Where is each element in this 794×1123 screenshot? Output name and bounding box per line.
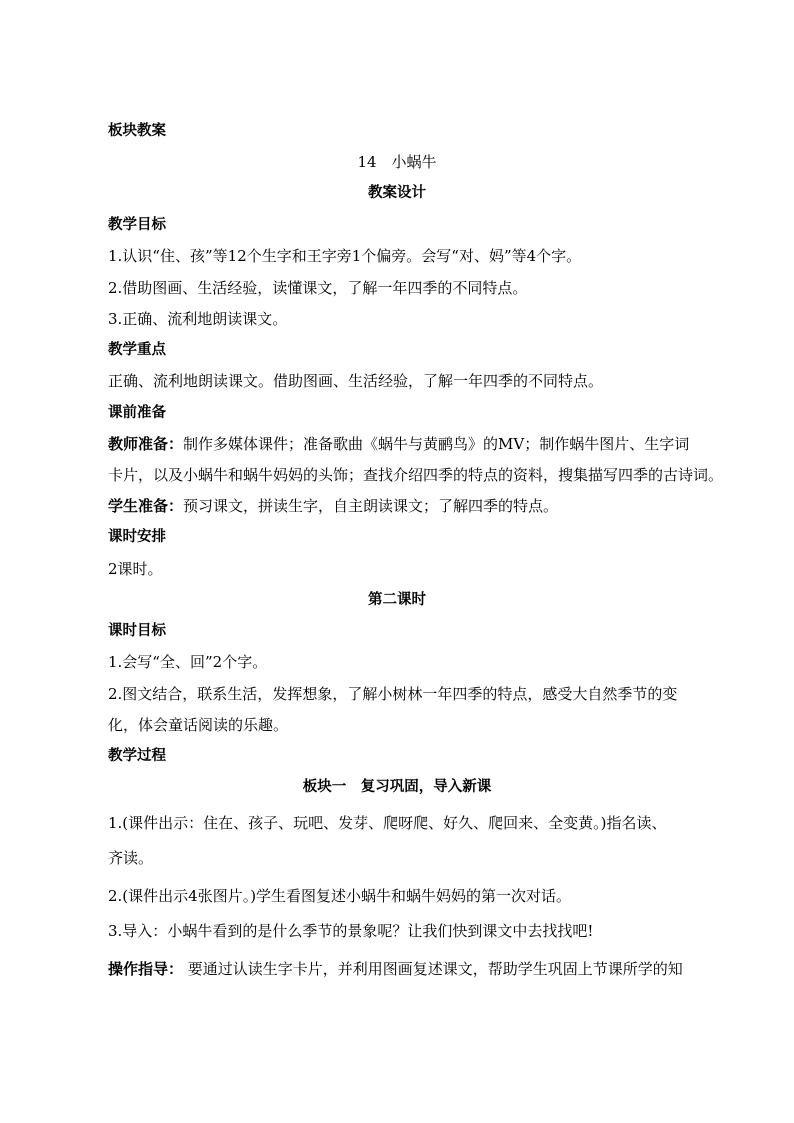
period-goal-2: 2.图文结合，联系生活，发挥想象，了解小树林一年四季的特点，感受大自然季节的变 [108,685,678,703]
period-goal-2-cont: 化，体会童话阅读的乐趣。 [108,716,289,734]
preparation-heading: 课前准备 [108,405,166,421]
operation-guide-text: 要通过认读生字卡片，并利用图画复述课文，帮助学生巩固上节课所学的知 [183,960,683,978]
teacher-prep-text: 制作多媒体课件；准备歌曲《蜗牛与黄鹂鸟》的MV；制作蜗牛图片、生字词 [183,435,690,453]
key-points-heading: 教学重点 [108,342,166,358]
goal-item: 3.正确、流利地朗读课文。 [108,310,288,328]
second-period-title: 第二课时 [368,592,426,608]
period-goal-1: 1.会写“全、回”2个字。 [108,653,268,671]
teacher-prep-label: 教师准备： [108,435,184,453]
teacher-prep [108,434,718,454]
key-points-text: 正确、流利地朗读课文。借助图画、生活经验，了解一年四季的不同特点。 [108,372,604,390]
period-goals-heading: 课时目标 [108,623,166,639]
block-title: 板块一 复习巩固，导入新课 [302,779,492,795]
student-prep-text: 预习课文，拼读生字，自主朗读课文；了解四季的特点。 [183,497,559,515]
operation-guide [108,959,718,979]
student-prep [108,496,718,516]
design-title: 教案设计 [368,185,426,201]
header-label: 板块教案 [108,123,166,139]
process-heading: 教学过程 [108,748,166,764]
goal-item: 2.借助图画、生活经验，读懂课文，了解一年四季的不同特点。 [108,279,528,297]
operation-guide-label: 操作指导： [108,960,184,978]
schedule-text: 2课时。 [108,560,163,578]
step-2: 2.(课件出示4张图片。)学生看图复述小蜗牛和蜗牛妈妈的第一次对话。 [108,887,572,905]
schedule-heading: 课时安排 [108,529,166,545]
step-3 [108,921,718,941]
step-3-label: 3.导入： [108,922,168,940]
teacher-prep-cont: 卡片，以及小蜗牛和蜗牛妈妈的头饰；查找介绍四季的特点的资料，搜集描写四季的古诗词。 [108,466,724,484]
lesson-title: 14 小蜗牛 [357,153,437,171]
step-3-text: 小蜗牛看到的是什么季节的景象呢？让我们快到课文中去找找吧! [167,922,594,940]
goals-heading: 教学目标 [108,217,166,233]
goal-item: 1.认识“住、孩”等12个生字和王字旁1个偏旁。会写“对、妈”等4个字。 [108,247,582,265]
step-1: 1.(课件出示：住在、孩子、玩吧、发芽、爬呀爬、好久、爬回来、全变黄。)指名读、 [108,814,667,832]
step-1-cont: 齐读。 [108,849,154,867]
student-prep-label: 学生准备： [108,497,184,515]
